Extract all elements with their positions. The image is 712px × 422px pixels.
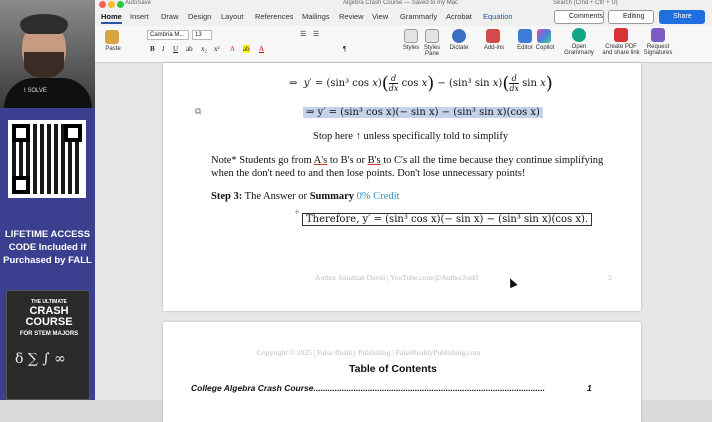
note-line-2: when the don't need to and then lose points. Don't lose unnecessary points! xyxy=(211,168,526,179)
font-color-icon[interactable]: A xyxy=(259,45,265,53)
webcam-person-beard xyxy=(24,52,64,78)
tab-draw[interactable]: Draw xyxy=(161,12,179,21)
promo-panel xyxy=(0,108,95,400)
comments-button[interactable] xyxy=(554,10,604,24)
note-text-a: Note* Students go from xyxy=(211,155,314,166)
editing-button-label: Editing xyxy=(623,13,645,20)
tab-mailings[interactable]: Mailings xyxy=(302,12,330,21)
toc-title: Table of Contents xyxy=(349,363,437,375)
toc-entry-page: 1 xyxy=(587,383,592,393)
font-name-select[interactable]: Cambria M... xyxy=(147,30,189,40)
book-cover-subtitle: FOR STEM MAJORS xyxy=(19,331,79,337)
tab-grammarly[interactable]: Grammarly xyxy=(400,12,438,21)
tab-view[interactable]: View xyxy=(372,12,389,21)
step-3-label: Step 3: xyxy=(211,191,243,202)
tab-home[interactable]: Home xyxy=(101,12,122,21)
equation-line-derivative[interactable]: ⇒ y′ = (sin³ cos x)( $\frac{d}{dx}$ cos x) − (sin³ sin x)( $\frac{d}{dx}$ sin x) xyxy=(289,73,553,94)
step-3-text: The Answer or xyxy=(242,191,310,202)
promo-text: LIFETIME ACCESS CODE Included if Purchased by FALL xyxy=(3,229,92,266)
page-footer-author: Author Jonathan David | YouTube.com/@AuthorJonD xyxy=(315,273,479,282)
copilot-icon[interactable] xyxy=(537,29,551,43)
tab-equation[interactable]: Equation xyxy=(483,12,513,21)
share-button[interactable] xyxy=(659,10,705,24)
note-line-1 xyxy=(211,155,603,166)
tab-acrobat[interactable]: Acrobat xyxy=(446,12,472,21)
toc-entry[interactable] xyxy=(191,383,591,393)
styles-label: Styles xyxy=(402,45,420,51)
paragraph-mark-icon[interactable]: ¶ xyxy=(343,45,347,53)
book-cover xyxy=(6,290,90,400)
note-text-c: to C's all the time because they continue simplifying xyxy=(380,155,604,166)
page-number: 3 xyxy=(608,273,612,282)
editor-icon[interactable] xyxy=(518,29,532,43)
title-bar xyxy=(95,0,712,9)
document-canvas[interactable] xyxy=(95,63,712,400)
subscript-icon[interactable]: x₂ xyxy=(201,45,207,53)
tab-review[interactable]: Review xyxy=(339,12,364,21)
share-button-label: Share xyxy=(673,13,692,20)
search-input[interactable]: Search (Cmd + Ctrl + U) xyxy=(553,0,618,6)
comments-button-label: Comments xyxy=(569,13,603,20)
qr-finder-top-right xyxy=(64,124,82,142)
styles-pane-icon[interactable] xyxy=(425,29,439,43)
request-signatures-label: Request Signatures xyxy=(643,44,673,56)
underline-icon[interactable]: U xyxy=(173,45,179,53)
toc-entry-leader: .................................................................................................. xyxy=(313,383,545,393)
copilot-label: Copilot xyxy=(535,45,555,51)
styles-icon[interactable] xyxy=(404,29,418,43)
bullets-icon[interactable]: ☰ xyxy=(300,30,307,38)
addins-label: Add-ins xyxy=(483,45,505,51)
left-overlay-panel xyxy=(0,0,95,400)
book-cover-top: THE ULTIMATE xyxy=(31,299,67,305)
equation-line-result[interactable]: ⇒ y′ = (sin³ cos x)(− sin x) − (sin³ sin x)(cos x) xyxy=(303,107,543,118)
editing-button[interactable] xyxy=(608,10,654,24)
webcam-person-cap xyxy=(20,14,68,34)
minimize-window-icon[interactable] xyxy=(108,1,115,8)
word-window xyxy=(95,0,712,400)
webcam-shirt-text: I SOLVE xyxy=(24,88,47,94)
step-3-summary: Summary xyxy=(309,191,355,202)
italic-icon[interactable]: I xyxy=(162,45,165,53)
highlight-icon[interactable]: ab xyxy=(243,45,250,53)
editor-label: Editor xyxy=(517,45,533,51)
document-page-3[interactable] xyxy=(163,63,641,311)
book-cover-title: CRASH COURSE xyxy=(25,305,73,328)
book-cover-math-icon: δ ∑ ∫ ∞ xyxy=(15,351,66,367)
numbering-icon[interactable]: ☰ xyxy=(313,30,320,38)
toc-entry-label: College Algebra Crash Course xyxy=(191,383,314,393)
paste-icon[interactable] xyxy=(105,30,119,44)
grammarly-label: Open Grammarly xyxy=(564,44,594,56)
font-size-select[interactable]: 13 xyxy=(192,30,212,40)
mouse-pointer-icon xyxy=(506,277,517,289)
document-title: Algebra Crash Course — Saved to my Mac xyxy=(343,0,459,6)
qr-finder-bottom-left xyxy=(12,176,30,194)
note-text-b: to B's or xyxy=(327,155,368,166)
qr-code xyxy=(8,120,86,198)
create-pdf-icon[interactable] xyxy=(614,28,628,42)
equation-handle-icon[interactable]: + xyxy=(294,208,300,216)
text-effects-icon[interactable]: A xyxy=(230,45,236,53)
stop-here-text: Stop here ↑ unless specifically told to simplify xyxy=(313,131,509,142)
implies-symbol: ⇒ xyxy=(289,78,298,89)
equation-options-icon[interactable]: ⧉ xyxy=(195,107,202,117)
tab-layout[interactable]: Layout xyxy=(221,12,244,21)
zoom-window-icon[interactable] xyxy=(117,1,124,8)
qr-finder-top-left xyxy=(12,124,30,142)
note-word-bs: B's xyxy=(367,155,381,166)
tab-references[interactable]: References xyxy=(255,12,294,21)
document-page-4[interactable] xyxy=(163,322,641,422)
webcam-feed xyxy=(0,0,95,108)
copyright-text: Copyright © 2025 | False Reality Publishing | FalseRealityPublishing.com xyxy=(257,348,481,357)
answer-equation-box[interactable]: Therefore, y′ = (sin³ cos x)(− sin x) − (sin³ sin x)(cos x). xyxy=(302,213,592,226)
create-pdf-label: Create PDF and share link xyxy=(602,44,640,56)
superscript-icon[interactable]: x² xyxy=(214,45,220,53)
tab-insert[interactable]: Insert xyxy=(130,12,149,21)
tab-design[interactable]: Design xyxy=(188,12,212,21)
dictate-icon[interactable] xyxy=(452,29,466,43)
paste-label: Paste xyxy=(105,46,121,52)
autosave-toggle[interactable]: AutoSave xyxy=(125,0,152,6)
note-word-as: A's xyxy=(313,155,328,166)
addins-icon[interactable] xyxy=(486,29,500,43)
styles-pane-label: Styles Pane xyxy=(423,45,441,57)
step-3-credit: 0% Credit xyxy=(354,191,400,202)
close-window-icon[interactable] xyxy=(99,1,106,8)
step-3-line xyxy=(211,191,400,202)
strikethrough-icon[interactable]: ab xyxy=(186,45,193,53)
grammarly-icon[interactable] xyxy=(572,28,586,42)
dictate-label: Dictate xyxy=(449,45,469,51)
bold-icon[interactable]: B xyxy=(150,45,155,53)
request-signatures-icon[interactable] xyxy=(651,28,665,42)
ribbon-toolbar xyxy=(95,26,712,63)
